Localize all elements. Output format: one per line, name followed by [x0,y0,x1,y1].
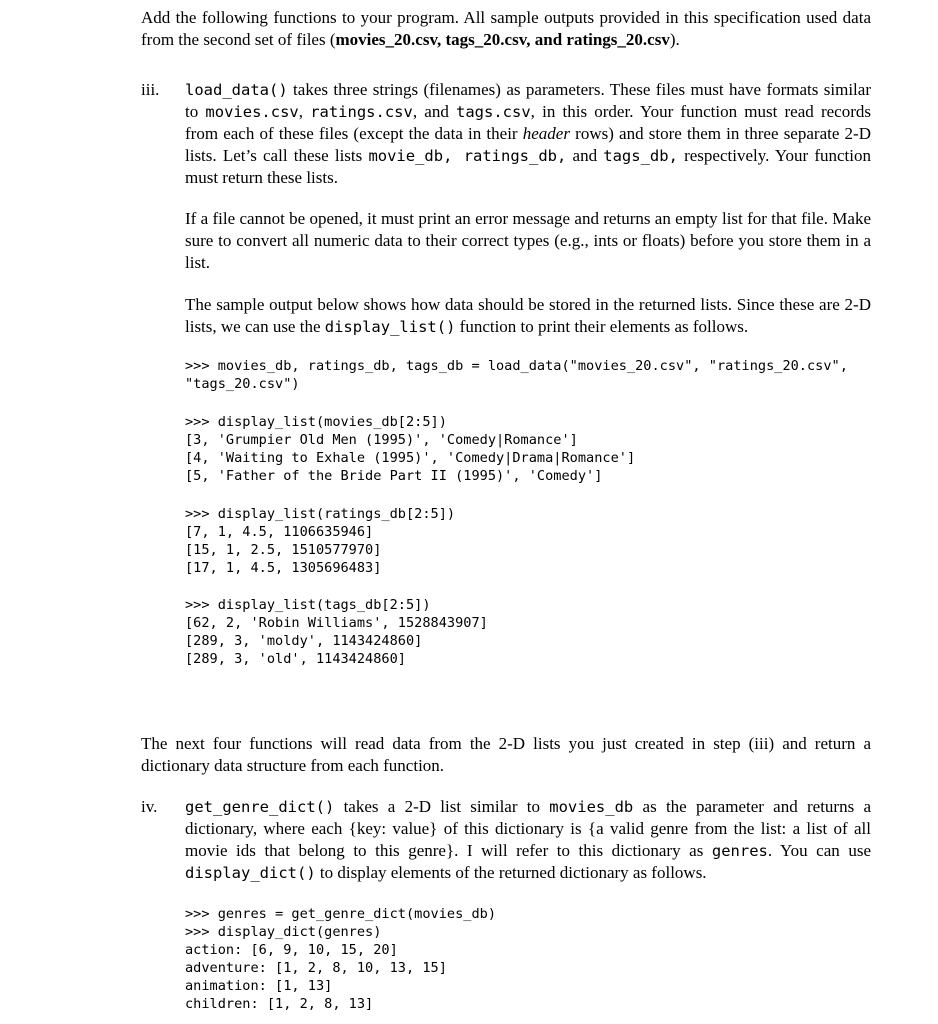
text: and [566,146,604,165]
code-genre-dict: >>> genres = get_genre_dict(movies_db) >>> display_dict(genres) action: [6, 9, 10, 15, 20] adventure: [1, 2, 8, 10, 13, 15] animation: [1, 13] children: [1, 2, 8, 13] [185,906,496,1012]
genres-name: genres [711,842,768,860]
item-iii-marker: iii. [141,80,160,99]
next-functions-paragraph: The next four functions will read data from the 2-D lists you just created in step (iii) and return a dictionary data structure from each function. [141,734,871,775]
item-iii-paragraph-1 [185,79,871,189]
intro-text-end: ). [669,30,680,49]
code-load-data-call: >>> movies_db, ratings_db, tags_db = load_data("movies_20.csv", "ratings_20.csv", "tags_20.csv") [185,358,848,392]
movies-db-name: movies_db [549,798,634,816]
intro-files: movies_20.csv, tags_20.csv, and ratings_20.csv [335,30,670,49]
item-iii-paragraph-3 [185,294,871,338]
text: , and [412,102,457,121]
text: takes a 2-D list similar to [334,797,550,816]
item-iv-paragraph [185,796,871,884]
text: respectively. Your function must return these lists. [185,146,872,187]
ratings-csv: ratings.csv [310,103,413,121]
movies-csv: movies.csv [205,103,299,121]
text: function to print their elements as follows. [455,317,749,336]
code-ratings-db: >>> display_list(ratings_db[2:5]) [7, 1, 4.5, 1106635946] [15, 1, 2.5, 1510577970] [17, 1, 4.5, 1305696483] [185,506,456,576]
text: , in this order. Your function must read records from each of these files (except the data in their [185,102,871,143]
text: , [298,102,311,121]
intro-text: Add the following functions to your program. All sample outputs provided in this specification used data from the second set of files ( [141,8,871,49]
item-iv-marker: iv. [141,797,158,816]
text: as the parameter and returns a dictionary, where each {key: value} of this dictionary is {a valid genre from the list: a list of all movie ids that belong to this genre}. I will refer to this dictionary as [185,797,871,860]
tags-csv: tags.csv [456,103,531,121]
get-genre-dict-function: get_genre_dict() [185,798,335,816]
load-data-function: load_data() [185,81,288,99]
code-tags-db: >>> display_list(tags_db[2:5]) [62, 2, 'Robin Williams', 1528843907] [289, 3, 'moldy', 1143424860] [289, 3, 'old', 1143424860] [185,597,488,667]
list-names: movie_db, ratings_db, [368,147,567,165]
intro-paragraph [141,7,871,51]
display-list-function: display_list() [324,318,456,336]
text: rows) and store them in three separate 2-D lists. Let’s call these lists [185,124,871,165]
text: . You can use [767,841,871,860]
code-movies-db: >>> display_list(movies_db[2:5]) [3, 'Grumpier Old Men (1995)', 'Comedy|Romance'] [4, 'Waiting to Exhale (1995)', 'Comedy|Drama|Romance'] [5, 'Father of the Bride Part II (1995)', 'Comedy'] [185,414,636,484]
text: takes three strings (filenames) as parameters. These files must have formats similar to [185,80,871,121]
tags-db-name: tags_db, [603,147,678,165]
text: The sample output below shows how data should be stored in the returned lists. Since these are 2-D lists, we can use the [185,295,871,336]
header-emphasis: header [522,124,570,143]
item-iii-paragraph-2: If a file cannot be opened, it must print an error message and returns an empty list for that file. Make sure to convert all numeric data to their correct types (e.g., ints or floats) before you store them in a list. [185,209,871,272]
text: to display elements of the returned dictionary as follows. [315,863,707,882]
display-dict-function: display_dict() [185,864,316,882]
